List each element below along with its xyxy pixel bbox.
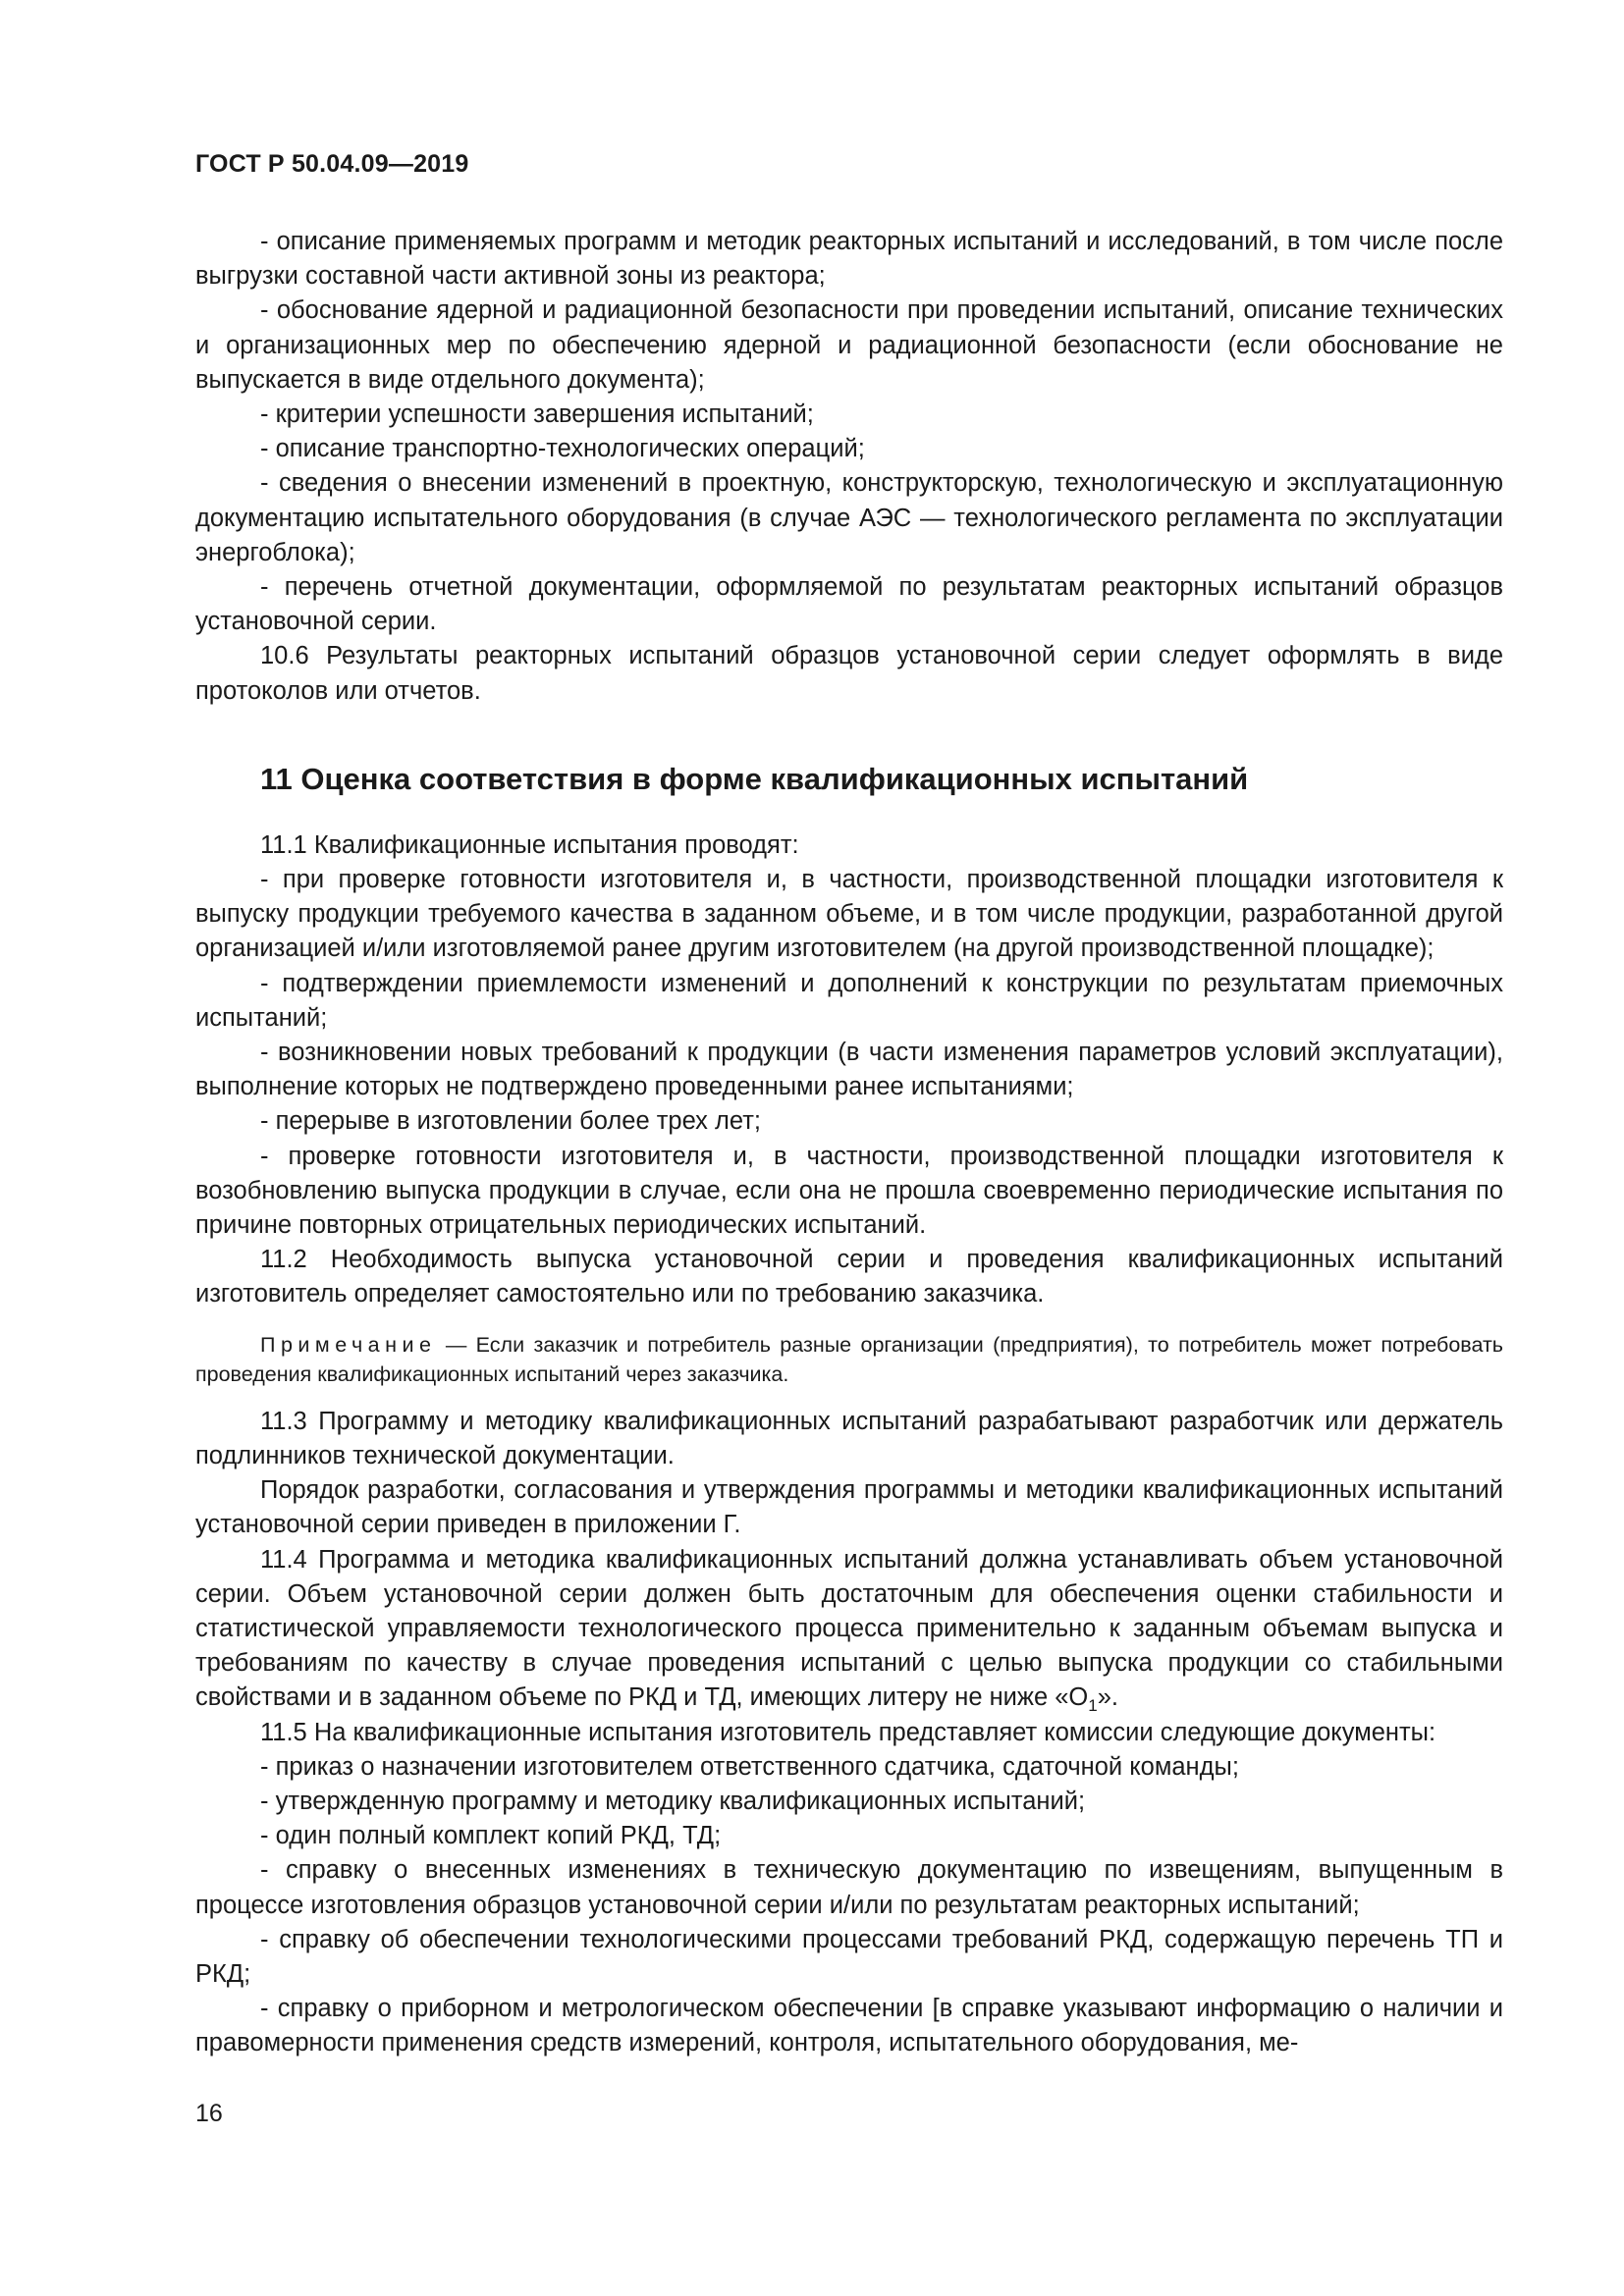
subscript-index: 1 (1088, 1696, 1098, 1716)
paragraph-11-3: 11.3 Программу и методику квалификационных испытаний разрабатывают разработчик или держатель подлинников технической документации. (195, 1407, 1503, 1469)
paragraph-11-2: 11.2 Необходимость выпуска установочной серии и проведения квалификационных испытаний изготовитель определяет самостоятельно или по требованию заказчика. (195, 1246, 1503, 1308)
document-code: ГОСТ Р 50.04.09—2019 (195, 150, 469, 178)
list-item: - перечень отчетной документации, оформляемой по результатам реакторных испытаний образцов установочной серии. (195, 573, 1503, 636)
note-text: — Если заказчик и потребитель разные организации (предприятия), то потребитель может потребовать проведения квалификационных испытаний через заказчика. (195, 1332, 1503, 1386)
list-item: - утвержденную программу и методику квалификационных испытаний; (260, 1787, 1086, 1815)
list-item: - справку об обеспечении технологическими процессами требований РКД, содержащую перечень ТП и РКД; (195, 1925, 1503, 1988)
list-item: - подтверждении приемлемости изменений и дополнений к конструкции по результатам приемочных испытаний; (195, 969, 1503, 1032)
paragraph-11-1: 11.1 Квалификационные испытания проводят: (260, 830, 799, 859)
list-item: - обоснование ядерной и радиационной безопасности при проведении испытаний, описание технических и организационных мер по обеспечению ядерной и радиационной безопасности (если обоснование не выпускается в виде отдельного документа); (195, 296, 1503, 394)
note (195, 1330, 1503, 1389)
list-item: - возникновении новых требований к продукции (в части изменения параметров условий эксплуатации), выполнение которых не подтверждено проведенными ранее испытаниями; (195, 1039, 1503, 1101)
document-page (195, 147, 1503, 2061)
paragraph-11-3b: Порядок разработки, согласования и утверждения программы и методики квалификационных испытаний установочной серии приведен в приложении Г. (195, 1476, 1503, 1539)
list-item: - справку о приборном и метрологическом обеспечении [в справке указывают информацию о наличии и правомерности применения средств измерений, контроля, испытательного оборудования, ме- (195, 1995, 1503, 2057)
section-11-heading: 11 Оценка соответствия в форме квалификационных испытаний (260, 761, 1249, 796)
list-item: - при проверке готовности изготовителя и, в частности, производственной площадки изготовителя к выпуску продукции требуемого качества в заданном объеме, и в том числе продукции, разработанной другой организацией и/или изготовляемой ранее другим изготовителем (на другой производственной площадке); (195, 866, 1503, 963)
list-item: - сведения о внесении изменений в проектную, конструкторскую, технологическую и эксплуатационную документацию испытательного оборудования (в случае АЭС — технологического регламента по эксплуатации энергоблока); (195, 469, 1503, 566)
list-item: - описание применяемых программ и методик реакторных испытаний и исследований, в том числе после выгрузки составной части активной зоны из реактора; (195, 228, 1503, 291)
note-label: Примечание (260, 1332, 437, 1357)
paragraph-10-6: 10.6 Результаты реакторных испытаний образцов установочной серии следует оформлять в виде протоколов или отчетов. (195, 642, 1503, 705)
list-item: - критерии успешности завершения испытаний; (260, 400, 814, 429)
list-item: - описание транспортно-технологических операций; (260, 435, 865, 463)
list-item: - приказ о назначении изготовителем ответственного сдатчика, сдаточной команды; (260, 1752, 1239, 1781)
list-item: - перерыве в изготовлении более трех лет; (260, 1107, 761, 1136)
list-item: - проверке готовности изготовителя и, в частности, производственной площадки изготовителя к возобновлению выпуска продукции в случае, если она не прошла своевременно периодические испытания по причине повторных отрицательных периодических испытаний. (195, 1142, 1503, 1240)
paragraph-11-5: 11.5 На квалификационные испытания изготовитель представляет комиссии следующие документы: (260, 1718, 1436, 1746)
page-number: 16 (195, 2100, 223, 2127)
paragraph-11-4 (195, 1543, 1503, 1716)
paragraph-11-4-text: 11.4 Программа и методика квалификационных испытаний должна устанавливать объем установочной серии. Объем установочной серии должен быть достаточным для обеспечения оценки стабильности и статистической управляемости технологического процесса применительно к заданным объемам выпуска и требованиям по качеству в случае проведения испытаний с целью выпуска продукции со стабильными свойствами и в заданном объеме по РКД и ТД, имеющих литеру не ниже «О (195, 1545, 1503, 1712)
list-item: - справку о внесенных изменениях в техническую документацию по извещениям, выпущенным в процессе изготовления образцов установочной серии и/или по результатам реакторных испытаний; (195, 1856, 1503, 1919)
paragraph-11-4-end: ». (1097, 1683, 1119, 1712)
list-item: - один полный комплект копий РКД, ТД; (260, 1822, 722, 1850)
